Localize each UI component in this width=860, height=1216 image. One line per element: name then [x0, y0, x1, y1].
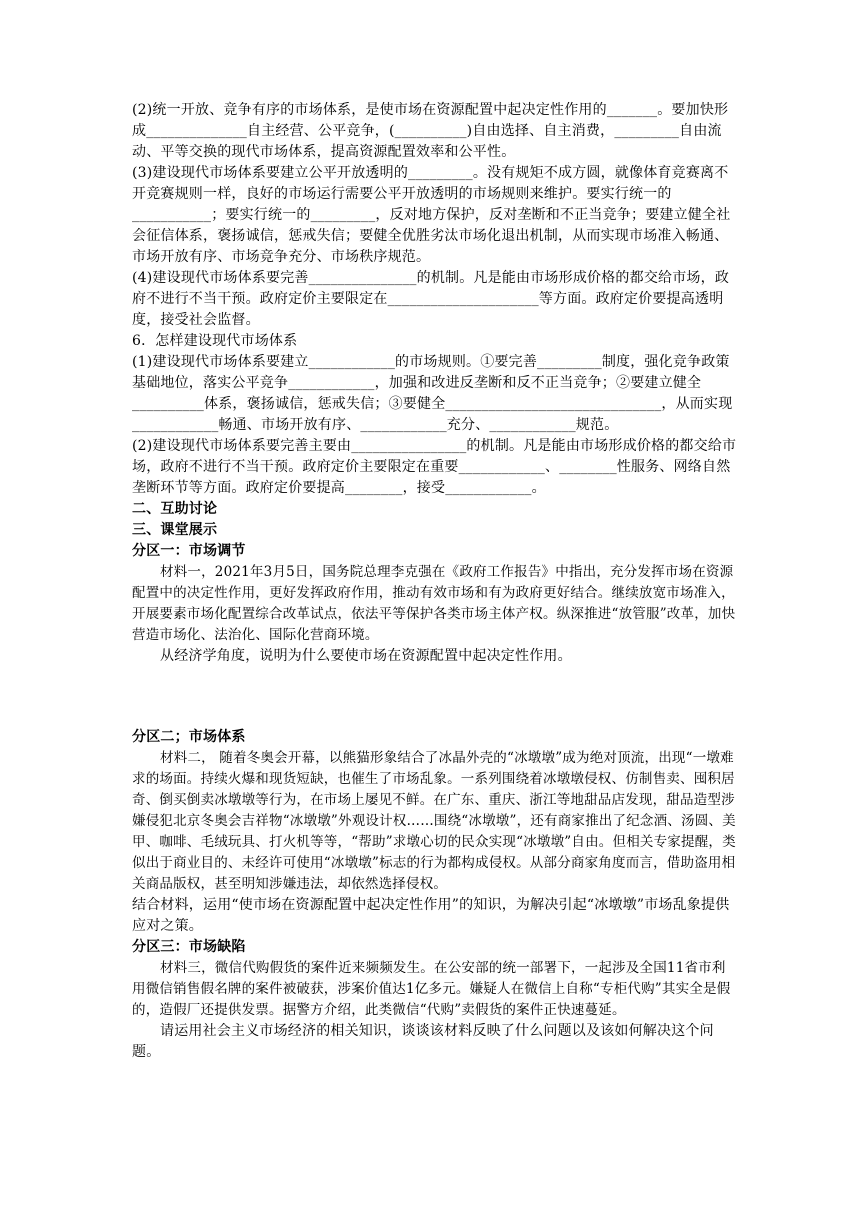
answer-space	[132, 667, 738, 727]
section-heading-discussion: 二、互助讨论	[132, 501, 218, 517]
zone-2-heading: 分区二；市场体系	[132, 729, 246, 745]
question-6-title: 6．怎样建设现代市场体系	[132, 333, 298, 349]
zone-2-question: 结合材料，运用“使市场在资源配置中起决定性作用”的知识，为解决引起“冰墩墩”市场乱象提供应对之策。	[132, 897, 730, 934]
zone-2-material: 材料二， 随着冬奥会开幕，以熊猫形象结合了冰晶外壳的“冰墩墩”成为绝对顶流，出现“一墩难求的场面。持续火爆和现货短缺，也催生了市场乱象。一系列围绕着冰墩墩侵权、仿制售卖、囤积居奇、倒买倒卖冰墩墩等行为，在市场上屡见不鲜。在广东、重庆、浙江等地甜品店发现，甜品造型涉嫌侵犯北京冬奥会吉祥物“冰墩墩”外观设计权……围绕“冰墩墩”，还有商家推出了纪念酒、汤圆、美甲、咖啡、毛绒玩具、打火机等等，“帮助”求墩心切的民众实现“冰墩墩”自由。但相关专家提醒，类似出于商业目的、未经许可使用“冰墩墩”标志的行为都构成侵权。从部分商家角度而言，借助盗用相关商品版权，甚至明知涉嫌违法，却依然选择侵权。	[132, 750, 736, 892]
question-6-part-1: (1)建设现代市场体系要建立____________的市场规则。①要完善_________制度，强化竞争政策基础地位，落实公平竞争____________，加强和改进反垄断和反不正当竞争；②要建立健全__________体系，褒扬诚信，惩戒失信；③要健全______________________________，从而实现____________畅通、市场开放有序、____________充分、____________规范。	[132, 354, 733, 433]
document-body	[132, 100, 738, 1063]
zone-3-heading: 分区三：市场缺陷	[132, 939, 246, 955]
zone-1-heading: 分区一：市场调节	[132, 543, 246, 559]
zone-1-material: 材料一，2021年3月5日，国务院总理李克强在《政府工作报告》中指出，充分发挥市场在资源配置中的决定性作用，更好发挥政府作用，推动有效市场和有为政府更好结合。继续放宽市场准入，开展要素市场化配置综合改革试点，依法平等保护各类市场主体产权。纵深推进“放管服”改革，加快营造市场化、法治化、国际化营商环境。	[132, 564, 736, 643]
zone-3-material: 材料三，微信代购假货的案件近来频频发生。在公安部的统一部署下，一起涉及全国11省市利用微信销售假名牌的案件被破获，涉案价值达1亿多元。嫌疑人在微信上自称“专柜代购”其实全是假的，造假厂还提供发票。据警方介绍，此类微信“代购”卖假货的案件正快速蔓延。	[132, 960, 731, 1018]
paragraph-market-system-3: (3)建设现代市场体系要建立公平开放透明的_________。没有规矩不成方圆，就像体育竞赛离不开竞赛规则一样，良好的市场运行需要公平开放透明的市场规则来维护。要实行统一的___________；要实行统一的_________，反对地方保护，反对垄断和不正当竞争；要建立健全社会征信体系，褒扬诚信，惩戒失信；要健全优胜劣汰市场化退出机制，从而实现市场准入畅通、市场开放有序、市场竞争充分、市场秩序规范。	[132, 165, 731, 265]
paragraph-market-system-4: (4)建设现代市场体系要完善_______________的机制。凡是能由市场形成价格的都交给市场，政府不进行不当干预。政府定价主要限定在_____________________等方面。政府定价要提高透明度，接受社会监督。	[132, 270, 730, 328]
question-6-part-2: (2)建设现代市场体系要完善主要由________________的机制。凡是能由市场形成价格的都交给市场，政府不进行不当干预。政府定价主要限定在重要____________、________性服务、网络自然垄断环节等方面。政府定价要提高________，接受____________。	[132, 438, 737, 496]
paragraph-market-system-2: (2)统一开放、竞争有序的市场体系，是使市场在资源配置中起决定性作用的_______。要加快形成______________自主经营、公平竞争，(__________)自由选择、自主消费，_________自由流动、平等交换的现代市场体系，提高资源配置效率和公平性。	[132, 102, 729, 160]
section-heading-presentation: 三、课堂展示	[132, 522, 218, 538]
zone-1-question: 从经济学角度，说明为什么要使市场在资源配置中起决定性作用。	[160, 648, 572, 664]
zone-3-question: 请运用社会主义市场经济的相关知识，谈谈该材料反映了什么问题以及该如何解决这个问题。	[132, 1023, 714, 1060]
